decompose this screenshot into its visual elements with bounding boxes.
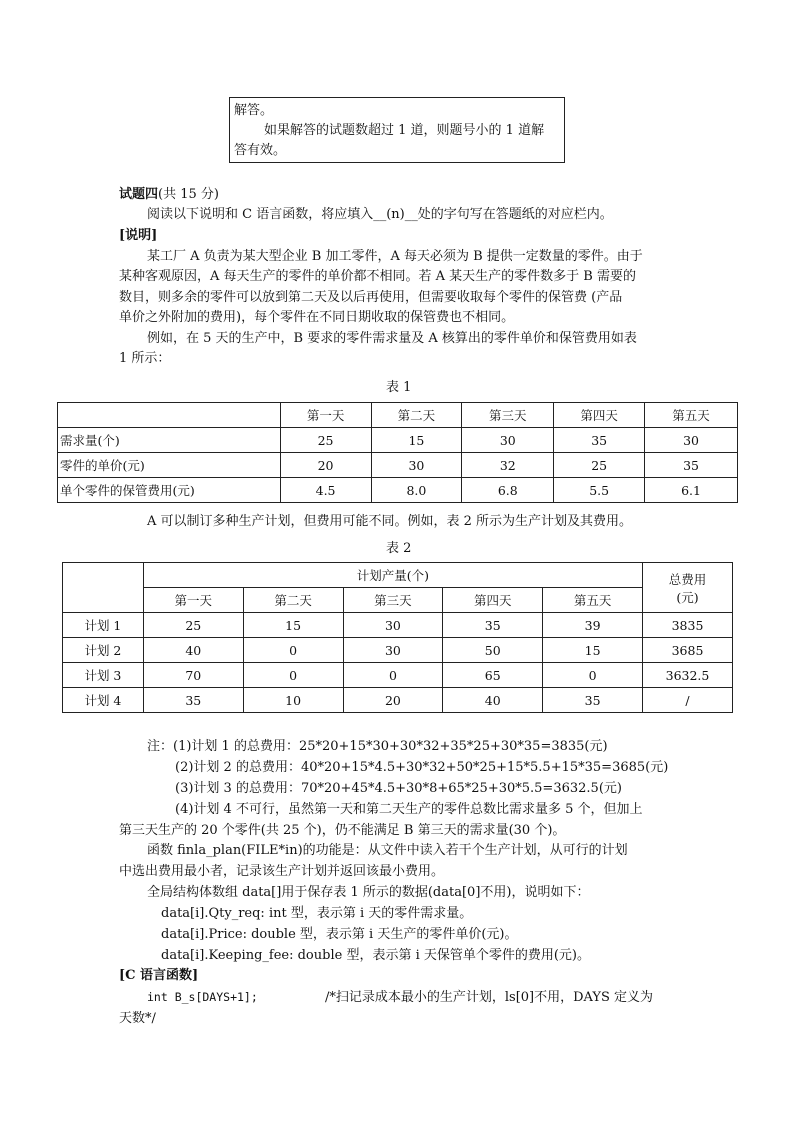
table-cell: 35 <box>554 428 645 453</box>
row-label: 计划 2 <box>63 638 144 663</box>
paragraph-line: 某种客观原因，A 每天生产的零件的单价都不相同。若 A 某天生产的零件数多于 B 需要的 <box>119 269 636 284</box>
table-cell: 32 <box>462 453 554 478</box>
table-header-cell: 第五天 <box>645 403 738 428</box>
table-cell: 0 <box>343 663 443 688</box>
field-description: data[i].Qty_req: int 型，表示第 i 天的零件需求量。 <box>161 906 473 921</box>
row-label: 需求量(个) <box>58 428 281 453</box>
table-cell: 20 <box>343 688 443 713</box>
table-header-cell: 第二天 <box>243 588 343 613</box>
table-cell: 6.1 <box>645 478 738 503</box>
table-row <box>63 613 733 638</box>
table-cell: 30 <box>462 428 554 453</box>
table-cell: 25 <box>143 613 243 638</box>
table-cell: 70 <box>143 663 243 688</box>
table-header-cell: 第二天 <box>371 403 462 428</box>
section-heading-description: [说明] <box>119 228 158 243</box>
table-row <box>58 428 738 453</box>
table1 <box>57 402 738 503</box>
table-cell: 3632.5 <box>643 663 733 688</box>
table-header-row <box>63 563 733 588</box>
table-cell: / <box>643 688 733 713</box>
table-cell: 30 <box>371 453 462 478</box>
paragraph-line: 全局结构体数组 data[]用于保存表 1 所示的数据(data[0]不用)，说明如下： <box>147 885 590 900</box>
table-cell: 10 <box>243 688 343 713</box>
table-cell: 39 <box>543 613 643 638</box>
code-comment: /*扫记录成本最小的生产计划，ls[0]不用，DAYS 定义为 <box>325 990 654 1005</box>
table-row <box>58 453 738 478</box>
box-line: 如果解答的试题数超过 1 道，则题号小的 1 道解 <box>264 123 545 138</box>
row-label: 单个零件的保管费用(元) <box>58 478 281 503</box>
table-cell: 50 <box>443 638 543 663</box>
table-cell: 30 <box>343 613 443 638</box>
table-cell: 8.0 <box>371 478 462 503</box>
table-header-cell: 第一天 <box>280 403 371 428</box>
table-group-header: 计划产量(个) <box>143 563 642 588</box>
paragraph-line: 中选出费用最小者，记录该生产计划并返回该最小费用。 <box>119 864 445 879</box>
blank-marker: (n) <box>386 207 405 222</box>
paragraph-line: 单价之外附加的费用)，每个零件在不同日期收取的保管费也不相同。 <box>119 310 515 325</box>
field-description: data[i].Price: double 型，表示第 i 天生产的零件单价(元)。 <box>161 927 518 942</box>
paragraph-line: 1 所示： <box>119 351 171 366</box>
table-header-cell <box>58 403 281 428</box>
table-cell: 40 <box>143 638 243 663</box>
paragraph-line: 某工厂 A 负责为某大型企业 B 加工零件，A 每天必须为 B 提供一定数量的零件。由于 <box>147 249 643 264</box>
table-cell: 35 <box>645 453 738 478</box>
table-header-cell <box>63 563 144 613</box>
question-title: 试题四 <box>119 187 159 202</box>
table-cell: 35 <box>443 613 543 638</box>
paragraph-line: 例如，在 5 天的生产中，B 要求的零件需求量及 A 核算出的零件单价和保管费用如表 <box>147 331 637 346</box>
total-cost-header-line: 总费用 <box>668 571 707 587</box>
paragraph-line: 数目，则多余的零件可以放到第二天及以后再使用，但需要收取每个零件的保管费 (产品 <box>119 290 623 305</box>
note-line: (2)计划 2 的总费用：40*20+15*4.5+30*32+50*25+15*5.5+15*35=3685(元) <box>175 760 669 775</box>
note-line: (3)计划 3 的总费用：70*20+45*4.5+30*8+65*25+30*5.5=3632.5(元) <box>175 781 622 796</box>
table-cell: 25 <box>280 428 371 453</box>
box-line: 答有效。 <box>234 143 287 158</box>
table-cell: 20 <box>280 453 371 478</box>
table2-caption: 表 2 <box>386 541 412 556</box>
table-header-cell: 第五天 <box>543 588 643 613</box>
paragraph-line: A 可以制订多种生产计划，但费用可能不同。例如，表 2 所示为生产计划及其费用。 <box>147 514 633 529</box>
paragraph-line: 函数 finla_plan(FILE*in)的功能是：从文件中读入若干个生产计划，从可行的计划 <box>147 843 628 858</box>
table-cell: 0 <box>543 663 643 688</box>
code-comment-continuation: 天数*/ <box>119 1011 156 1026</box>
row-label: 零件的单价(元) <box>58 453 281 478</box>
table-cell: 15 <box>543 638 643 663</box>
row-label: 计划 3 <box>63 663 144 688</box>
table-cell: 4.5 <box>280 478 371 503</box>
field-description: data[i].Keeping_fee: double 型，表示第 i 天保管单个零件的费用(元)。 <box>161 948 591 963</box>
table-row <box>63 688 733 713</box>
table2 <box>62 562 733 713</box>
note-line: (4)计划 4 不可行，虽然第一天和第二天生产的零件总数比需求量多 5 个，但加上 <box>175 802 643 817</box>
table-header-cell: 第三天 <box>462 403 554 428</box>
table-cell: 15 <box>243 613 343 638</box>
section-heading-c-function: [C 语言函数] <box>119 968 199 983</box>
table-cell: 40 <box>443 688 543 713</box>
total-cost-header-unit: (元) <box>676 589 699 605</box>
table-cell: 30 <box>343 638 443 663</box>
table-header-cell: 第四天 <box>554 403 645 428</box>
table-row <box>63 638 733 663</box>
row-label: 计划 1 <box>63 613 144 638</box>
note-line: 第三天生产的 20 个零件(共 25 个)，仍不能满足 B 第三天的需求量(30 个)。 <box>119 823 566 838</box>
table-cell: 35 <box>143 688 243 713</box>
table-cell: 6.8 <box>462 478 554 503</box>
intro-text-end: 处的字句写在答题纸的对应栏内。 <box>417 207 613 222</box>
table-cell: 65 <box>443 663 543 688</box>
table-header-cell: 第一天 <box>143 588 243 613</box>
table-header-row <box>58 403 738 428</box>
table-header-cell: 第四天 <box>443 588 543 613</box>
table-cell: 3835 <box>643 613 733 638</box>
table-cell: 0 <box>243 638 343 663</box>
answer-note-box <box>229 97 565 163</box>
table-header-cell: 第三天 <box>343 588 443 613</box>
question-heading <box>119 185 219 204</box>
table-cell: 25 <box>554 453 645 478</box>
intro-text: 阅读以下说明和 C 语言函数，将应填入 <box>147 207 374 222</box>
table-cell: 0 <box>243 663 343 688</box>
table1-caption: 表 1 <box>386 380 412 395</box>
question-score: (共 15 分) <box>158 187 219 202</box>
table-cell: 30 <box>645 428 738 453</box>
note-line: 注：(1)计划 1 的总费用：25*20+15*30+30*32+35*25+30*35=3835(元) <box>147 739 608 754</box>
table-header-row <box>63 588 733 613</box>
table-row <box>63 663 733 688</box>
table-cell: 15 <box>371 428 462 453</box>
table-cell: 3685 <box>643 638 733 663</box>
table-cell: 5.5 <box>554 478 645 503</box>
code-declaration: int B_s[DAYS+1]; <box>147 990 258 1004</box>
table-cell: 35 <box>543 688 643 713</box>
question-intro: 阅读以下说明和 C 语言函数，将应填入__(n)__处的字句写在答题纸的对应栏内。 <box>147 207 613 222</box>
box-line: 解答。 <box>234 103 274 118</box>
row-label: 计划 4 <box>63 688 144 713</box>
table-row <box>58 478 738 503</box>
total-cost-header <box>643 563 733 613</box>
